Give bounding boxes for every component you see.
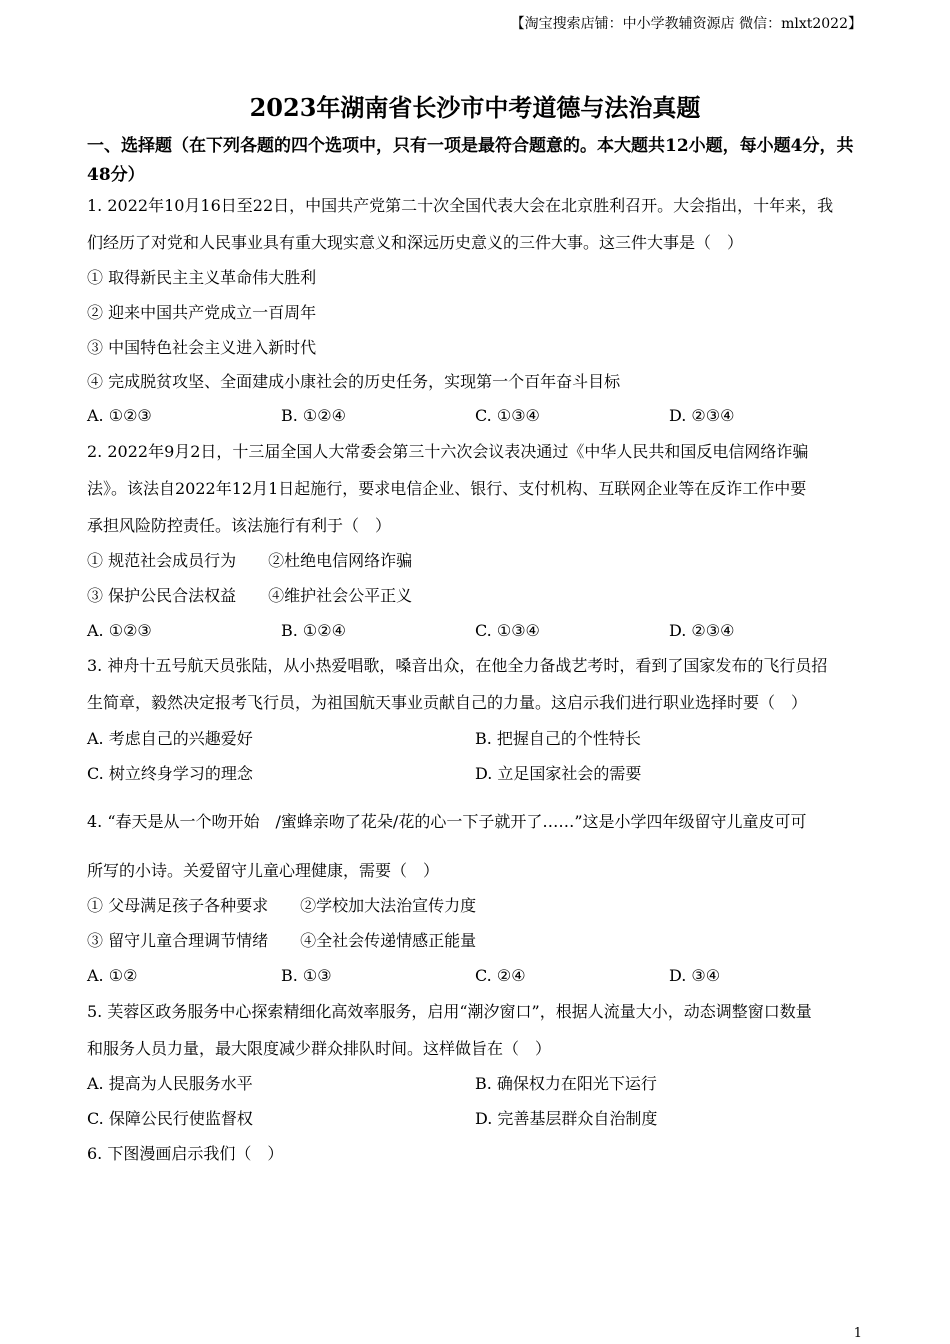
q3-option-d: D. 立足国家社会的需要 — [475, 764, 642, 783]
q4-option-c: C. ②④ — [475, 966, 526, 985]
q1-option-c: C. ①③④ — [475, 406, 540, 425]
q1-option-d: D. ②③④ — [669, 406, 735, 425]
q1-item-2: ② 迎来中国共产党成立一百周年 — [87, 303, 317, 322]
q5-stem-line-2: 和服务人员力量，最大限度减少群众排队时间。这样做旨在（ ） — [87, 1039, 552, 1058]
q1-item-4: ④ 完成脱贫攻坚、全面建成小康社会的历史任务，实现第一个百年奋斗目标 — [87, 372, 621, 391]
q3-option-b: B. 把握自己的个性特长 — [475, 729, 641, 748]
q1-stem-line-1: 1. 2022年10月16日至22日，中国共产党第二十次全国代表大会在北京胜利召开。大会指出，十年来，我 — [87, 196, 834, 215]
q2-option-c: C. ①③④ — [475, 621, 540, 640]
q3-option-c: C. 树立终身学习的理念 — [87, 764, 253, 783]
page-number: 1 — [853, 1326, 862, 1341]
q4-option-d: D. ③④ — [669, 966, 721, 985]
q5-option-d: D. 完善基层群众自治制度 — [475, 1109, 658, 1128]
q2-option-b: B. ①②④ — [281, 621, 346, 640]
q4-items-row-2: ③ 留守儿童合理调节情绪 ④全社会传递情感正能量 — [87, 931, 477, 950]
q5-option-b: B. 确保权力在阳光下运行 — [475, 1074, 657, 1093]
q2-option-d: D. ②③④ — [669, 621, 735, 640]
q2-items-row-2: ③ 保护公民合法权益 ④维护社会公平正义 — [87, 586, 413, 605]
q6-stem-line-1: 6. 下图漫画启示我们（ ） — [87, 1144, 284, 1163]
q2-items-row-1: ① 规范社会成员行为 ②杜绝电信网络诈骗 — [87, 551, 413, 570]
q2-stem-line-2: 法》。该法自2022年12月1日起施行，要求电信企业、银行、支付机构、互联网企业等在反诈工作中要 — [87, 479, 807, 498]
q3-stem-line-2: 生简章，毅然决定报考飞行员，为祖国航天事业贡献自己的力量。这启示我们进行职业选择时要（ ） — [87, 693, 808, 712]
q4-option-a: A. ①② — [87, 966, 138, 985]
q5-option-c: C. 保障公民行使监督权 — [87, 1109, 253, 1128]
q4-stem-line-2: 所写的小诗。关爱留守儿童心理健康，需要（ ） — [87, 861, 440, 880]
q1-item-1: ① 取得新民主主义革命伟大胜利 — [87, 268, 317, 287]
q1-stem-line-2: 们经历了对党和人民事业具有重大现实意义和深远历史意义的三件大事。这三件大事是（ ） — [87, 233, 744, 252]
q5-stem-line-1: 5. 芙蓉区政务服务中心探索精细化高效率服务，启用“潮汐窗口”，根据人流量大小，动态调整窗口数量 — [87, 1002, 812, 1021]
q4-option-b: B. ①③ — [281, 966, 332, 985]
q5-option-a: A. 提高为人民服务水平 — [87, 1074, 253, 1093]
q3-option-a: A. 考虑自己的兴趣爱好 — [87, 729, 253, 748]
section-heading: 一、选择题（在下列各题的四个选项中，只有一项是最符合题意的。本大题共12小题，每小题4分，共48分） — [87, 136, 854, 185]
q2-stem-line-1: 2. 2022年9月2日，十三届全国人大常委会第三十六次会议表决通过《中华人民共和国反电信网络诈骗 — [87, 442, 809, 461]
q1-item-3: ③ 中国特色社会主义进入新时代 — [87, 338, 317, 357]
q1-option-a: A. ①②③ — [87, 406, 152, 425]
q1-option-b: B. ①②④ — [281, 406, 346, 425]
q4-items-row-1: ① 父母满足孩子各种要求 ②学校加大法治宣传力度 — [87, 896, 477, 915]
page-title: 2023年湖南省长沙市中考道德与法治真题 — [249, 93, 701, 122]
q2-stem-line-3: 承担风险防控责任。该法施行有利于（ ） — [87, 516, 392, 535]
q3-stem-line-1: 3. 神舟十五号航天员张陆，从小热爱唱歌，嗓音出众，在他全力备战艺考时，看到了国家发布的飞行员招 — [87, 656, 828, 675]
q4-stem-line-1: 4. “春天是从一个吻开始 /蜜蜂亲吻了花朵/花的心一下子就开了……”这是小学四年级留守儿童皮可可 — [87, 812, 807, 831]
q2-option-a: A. ①②③ — [87, 621, 152, 640]
header-note: 【淘宝搜索店铺：中小学教辅资源店 微信：mlxt2022】 — [510, 16, 862, 32]
